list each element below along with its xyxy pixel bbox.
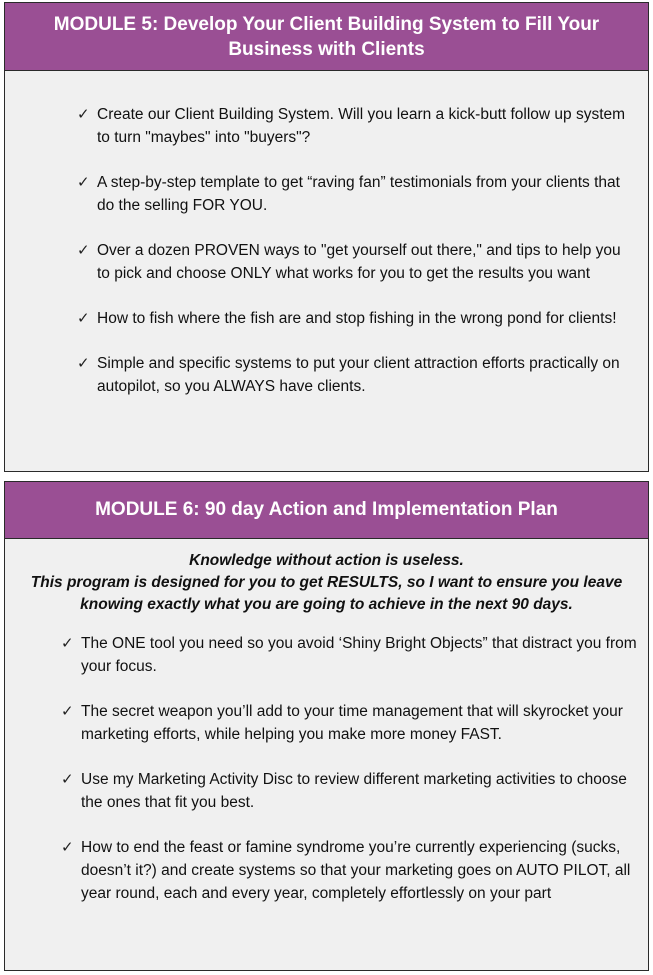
list-item-text: The secret weapon you’ll add to your time management that will skyrocket your marketing efforts, while helping you make more money FAST. xyxy=(81,703,623,743)
module-5-box xyxy=(4,2,649,472)
checkmark-icon: ✓ xyxy=(61,635,74,652)
list-item-text: How to fish where the fish are and stop fishing in the wrong pond for clients! xyxy=(97,310,617,327)
list-item xyxy=(61,768,642,814)
checkmark-icon: ✓ xyxy=(77,106,90,123)
checkmark-icon: ✓ xyxy=(61,839,74,856)
list-item-text: Simple and specific systems to put your client attraction efforts practically on autopilot, so you ALWAYS have clients. xyxy=(97,355,620,395)
checkmark-icon: ✓ xyxy=(61,771,74,788)
checkmark-icon: ✓ xyxy=(77,355,90,372)
list-item-text: A step-by-step template to get “raving fan” testimonials from your clients that do the selling FOR YOU. xyxy=(97,174,620,214)
module-5-list xyxy=(77,103,634,398)
list-item-text: Over a dozen PROVEN ways to "get yourself out there," and tips to help you to pick and choose ONLY what works for you to get the results you want xyxy=(97,242,621,282)
module-6-list xyxy=(61,632,642,905)
list-item xyxy=(77,307,634,330)
list-item xyxy=(61,632,642,678)
list-item xyxy=(77,352,634,398)
checkmark-icon: ✓ xyxy=(77,310,90,327)
list-item xyxy=(77,103,634,149)
intro-line-2: This program is designed for you to get RESULTS, so I want to ensure you leave knowing exactly what you are going to achieve in the next 90 days. xyxy=(30,574,623,613)
list-item xyxy=(61,700,642,746)
module-6-title: MODULE 6: 90 day Action and Implementation Plan xyxy=(5,482,648,539)
checkmark-icon: ✓ xyxy=(77,242,90,259)
module-6-box xyxy=(4,481,649,971)
checkmark-icon: ✓ xyxy=(77,174,90,191)
checkmark-icon: ✓ xyxy=(61,703,74,720)
list-item-text: Use my Marketing Activity Disc to review different marketing activities to choose the ones that fit you best. xyxy=(81,771,627,811)
list-item xyxy=(77,239,634,285)
list-item-text: The ONE tool you need so you avoid ‘Shiny Bright Objects” that distract you from your focus. xyxy=(81,635,637,675)
list-item xyxy=(77,171,634,217)
list-item-text: Create our Client Building System. Will you learn a kick-butt follow up system to turn "maybes" into "buyers"? xyxy=(97,106,626,146)
list-item xyxy=(61,836,642,905)
intro-line-1: Knowledge without action is useless. xyxy=(189,552,464,569)
list-item-text: How to end the feast or famine syndrome you’re currently experiencing (sucks, doesn’t it?) and create systems so that your marketing goes on AUTO PILOT, all year round, each and every year, completely effortlessly on your part xyxy=(81,839,631,902)
module-5-title: MODULE 5: Develop Your Client Building System to Fill Your Business with Clients xyxy=(5,3,648,71)
module-6-intro xyxy=(9,550,644,616)
